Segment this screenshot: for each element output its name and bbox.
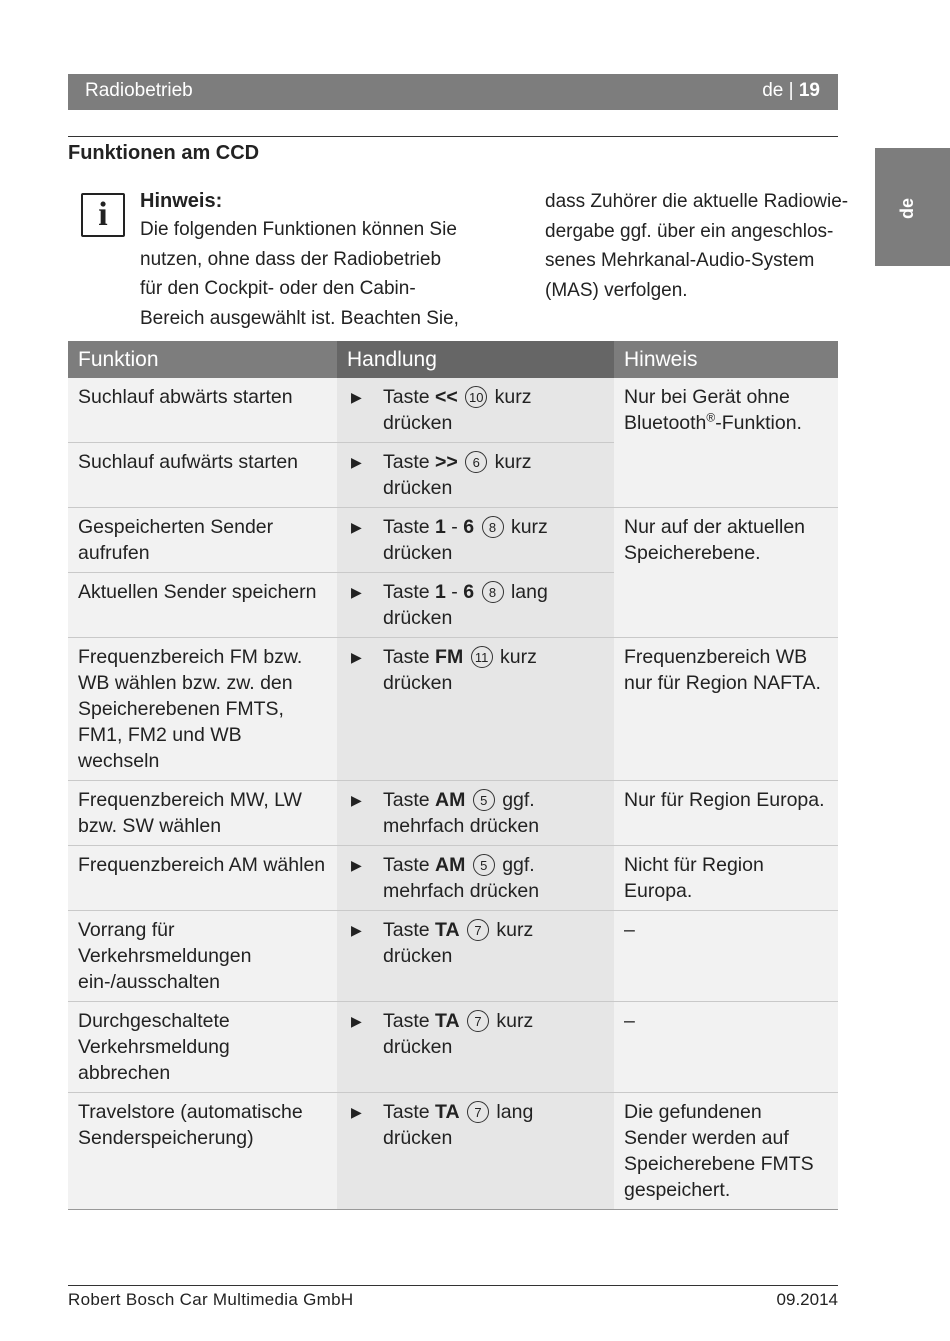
hint-cell: Nur bei Gerät ohne Bluetooth®-Funktion. (614, 378, 838, 508)
column-header-funktion: Funktion (68, 341, 337, 378)
action-cell: ▶ Taste 1 - 6 8 kurz drücken (337, 508, 614, 573)
function-cell: Travelstore (automatische Senderspeicherung) (68, 1093, 337, 1210)
key-label: << (435, 386, 458, 408)
table-row (68, 1002, 838, 1093)
header-page: de | 19 (762, 80, 820, 101)
key-label: 1 (435, 581, 446, 603)
note-line: dass Zuhörer die aktuelle Radiowie- (545, 191, 849, 212)
bullet-arrow-icon: ▶ (351, 649, 362, 665)
key-number-badge: 10 (465, 386, 487, 408)
table-header-row (68, 341, 838, 378)
bullet-arrow-icon: ▶ (351, 454, 362, 470)
header-section: Radiobetrieb (85, 80, 193, 101)
page-header (68, 74, 838, 110)
info-icon: i (81, 193, 125, 237)
key-label: AM (435, 854, 466, 876)
action-cell: ▶ Taste 1 - 6 8 lang drücken (337, 573, 614, 638)
key-number-badge: 11 (471, 646, 493, 668)
function-cell: Frequenzbereich MW, LW bzw. SW wählen (68, 781, 337, 846)
hint-cell: Die gefundenen Sender werden auf Speicherebene FMTS gespeichert. (614, 1093, 838, 1210)
key-label: TA (435, 1010, 460, 1032)
key-number-badge: 5 (473, 789, 495, 811)
key-label: 1 (435, 516, 446, 538)
bullet-arrow-icon: ▶ (351, 389, 362, 405)
note-line: Die folgenden Funktionen können Sie (140, 219, 457, 240)
note-line: (MAS) verfolgen. (545, 279, 688, 301)
function-cell: Suchlauf aufwärts starten (68, 443, 337, 508)
action-cell: ▶ Taste << 10 kurz drücken (337, 378, 614, 443)
action-cell: ▶ Taste TA 7 kurz drücken (337, 1002, 614, 1093)
note-line: für den Cockpit- oder den Cabin- (140, 278, 416, 299)
action-cell: ▶ Taste >> 6 kurz drücken (337, 443, 614, 508)
note-line: senes Mehrkanal-Audio-System (545, 250, 815, 271)
hint-cell: – (614, 1002, 838, 1093)
bullet-arrow-icon: ▶ (351, 792, 362, 808)
hint-cell: Nur für Region Europa. (614, 781, 838, 846)
side-tab-label: de (897, 197, 918, 220)
key-number-badge: 5 (473, 854, 495, 876)
top-rule (68, 136, 838, 137)
function-cell: Suchlauf abwärts starten (68, 378, 337, 443)
table-row (68, 781, 838, 846)
hint-cell: Nicht für Region Europa. (614, 846, 838, 911)
table-row (68, 846, 838, 911)
footer-rule (68, 1285, 838, 1286)
bullet-arrow-icon: ▶ (351, 922, 362, 938)
bullet-arrow-icon: ▶ (351, 519, 362, 535)
hint-cell: Frequenzbereich WB nur für Region NAFTA. (614, 638, 838, 781)
key-label: FM (435, 646, 464, 668)
table-row (68, 508, 838, 573)
language-side-tab (875, 148, 950, 266)
note-line: dergabe ggf. über ein angeschlos- (545, 220, 834, 242)
column-header-hinweis: Hinweis (614, 341, 838, 378)
key-number-badge: 8 (482, 581, 504, 603)
key-label: >> (435, 451, 458, 473)
function-cell: Gespeicherten Sender aufrufen (68, 508, 337, 573)
note-line: nutzen, ohne dass der Radiobetrieb (140, 248, 442, 270)
function-cell: Frequenzbereich FM bzw. WB wählen bzw. zw. den Speicherebenen FMTS, FM1, FM2 und WB wechseln (68, 638, 337, 781)
table-row (68, 1093, 838, 1210)
key-label: TA (435, 919, 460, 941)
bullet-arrow-icon: ▶ (351, 584, 362, 600)
table-row (68, 378, 838, 443)
action-cell: ▶ Taste AM 5 ggf. mehrfach drücken (337, 781, 614, 846)
column-header-handlung: Handlung (337, 341, 614, 378)
note-column-2 (545, 187, 849, 305)
hint-cell: – (614, 911, 838, 1002)
note-title: Hinweis: (140, 190, 223, 212)
page-number: 19 (798, 80, 820, 101)
key-number-badge: 7 (467, 919, 489, 941)
key-number-badge: 7 (467, 1101, 489, 1123)
key-number-badge: 7 (467, 1010, 489, 1032)
function-cell: Vorrang für Verkehrsmeldungen ein-/ausschalten (68, 911, 337, 1002)
bullet-arrow-icon: ▶ (351, 857, 362, 873)
action-cell: ▶ Taste FM 11 kurz drücken (337, 638, 614, 781)
action-cell: ▶ Taste TA 7 kurz drücken (337, 911, 614, 1002)
bullet-arrow-icon: ▶ (351, 1013, 362, 1029)
functions-table (68, 341, 838, 1210)
table-row (68, 638, 838, 781)
hint-cell: Nur auf der aktuellen Speicherebene. (614, 508, 838, 638)
key-label: TA (435, 1101, 460, 1123)
bullet-arrow-icon: ▶ (351, 1104, 362, 1120)
action-cell: ▶ Taste TA 7 lang drücken (337, 1093, 614, 1210)
function-cell: Frequenzbereich AM wählen (68, 846, 337, 911)
section-title: Funktionen am CCD (68, 142, 260, 164)
function-cell: Aktuellen Sender speichern (68, 573, 337, 638)
footer-date: 09.2014 (776, 1290, 838, 1309)
note-column-1 (140, 187, 459, 333)
key-label: AM (435, 789, 466, 811)
action-cell: ▶ Taste AM 5 ggf. mehrfach drücken (337, 846, 614, 911)
key-number-badge: 8 (482, 516, 504, 538)
key-number-badge: 6 (465, 451, 487, 473)
note-line: Bereich ausgewählt ist. Beachten Sie, (140, 307, 459, 329)
function-cell: Durchgeschaltete Verkehrsmeldung abbrechen (68, 1002, 337, 1093)
table-row (68, 911, 838, 1002)
header-lang: de (762, 80, 784, 101)
footer-company: Robert Bosch Car Multimedia GmbH (68, 1290, 354, 1309)
